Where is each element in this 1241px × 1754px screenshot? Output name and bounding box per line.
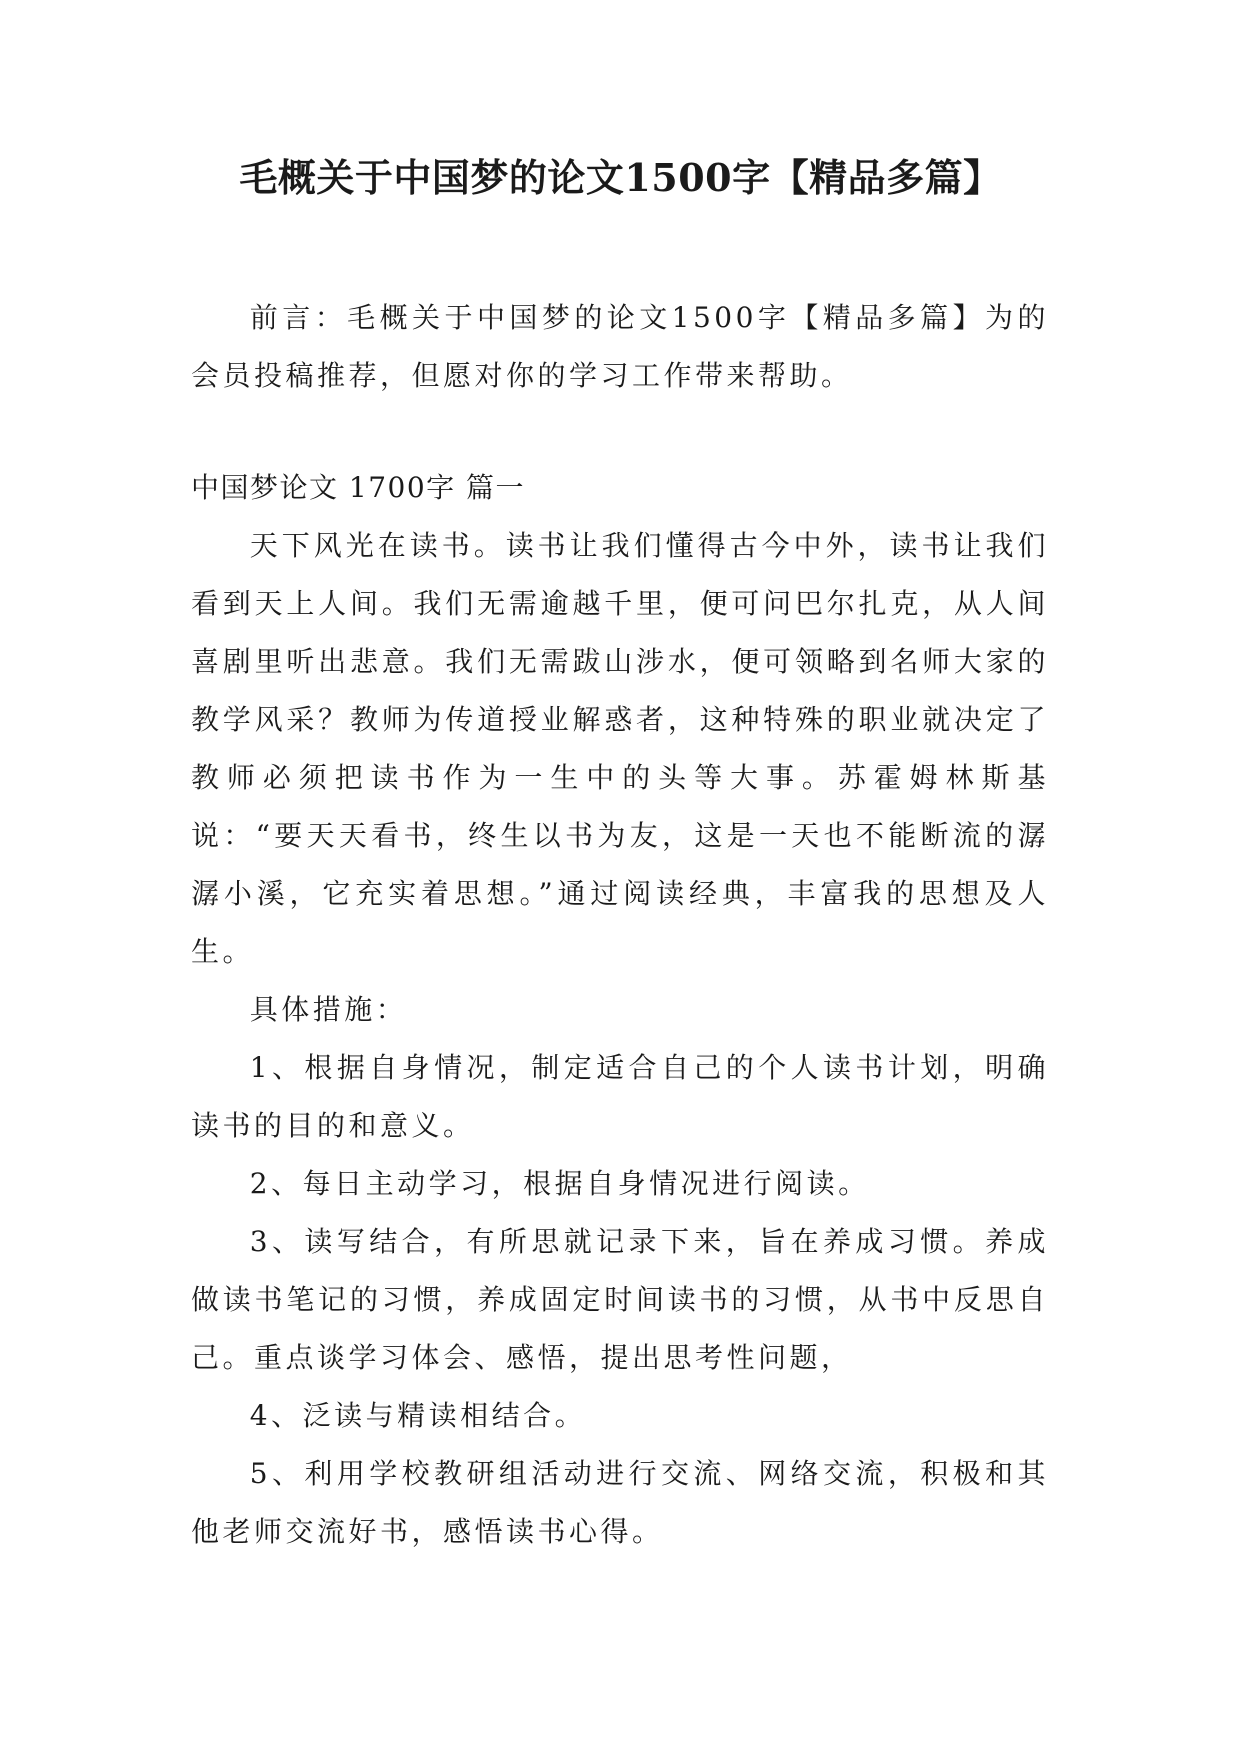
paragraph-measure-3: 3、读写结合，有所思就记录下来，旨在养成习惯。养成做读书笔记的习惯，养成固定时间读书的习惯，从书中反思自己。重点谈学习体会、感悟，提出思考性问题， [191, 1225, 1049, 1374]
paragraph-measure-1: 1、根据自身情况，制定适合自己的个人读书计划，明确读书的目的和意义。 [191, 1051, 1049, 1142]
paragraph-measures-label: 具体措施： [249, 993, 408, 1026]
section-heading: 中国梦论文 1700字 篇一 [191, 471, 526, 504]
document-title: 毛概关于中国梦的论文1500字【精品多篇】 [239, 155, 1002, 200]
article-body [191, 459, 1049, 1561]
paragraph-measure-4: 4、泛读与精读相结合。 [249, 1399, 587, 1432]
preface-block [191, 289, 1049, 405]
paragraph-measure-2: 2、每日主动学习，根据自身情况进行阅读。 [249, 1167, 870, 1200]
preface-paragraph: 前言：毛概关于中国梦的论文1500字【精品多篇】为的会员投稿推荐，但愿对你的学习工作带来帮助。 [191, 301, 1049, 392]
paragraph-measure-5: 5、利用学校教研组活动进行交流、网络交流，积极和其他老师交流好书，感悟读书心得。 [191, 1457, 1049, 1548]
paragraph-intro: 天下风光在读书。读书让我们懂得古今中外，读书让我们看到天上人间。我们无需逾越千里，便可问巴尔扎克，从人间喜剧里听出悲意。我们无需跋山涉水，便可领略到名师大家的教学风采？教师为传道授业解惑者，这种特殊的职业就决定了教师必须把读书作为一生中的头等大事。苏霍姆林斯基说：“要天天看书，终生以书为友，这是一天也不能断流的潺潺小溪，它充实着思想。”通过阅读经典，丰富我的思想及人生。 [191, 529, 1049, 968]
